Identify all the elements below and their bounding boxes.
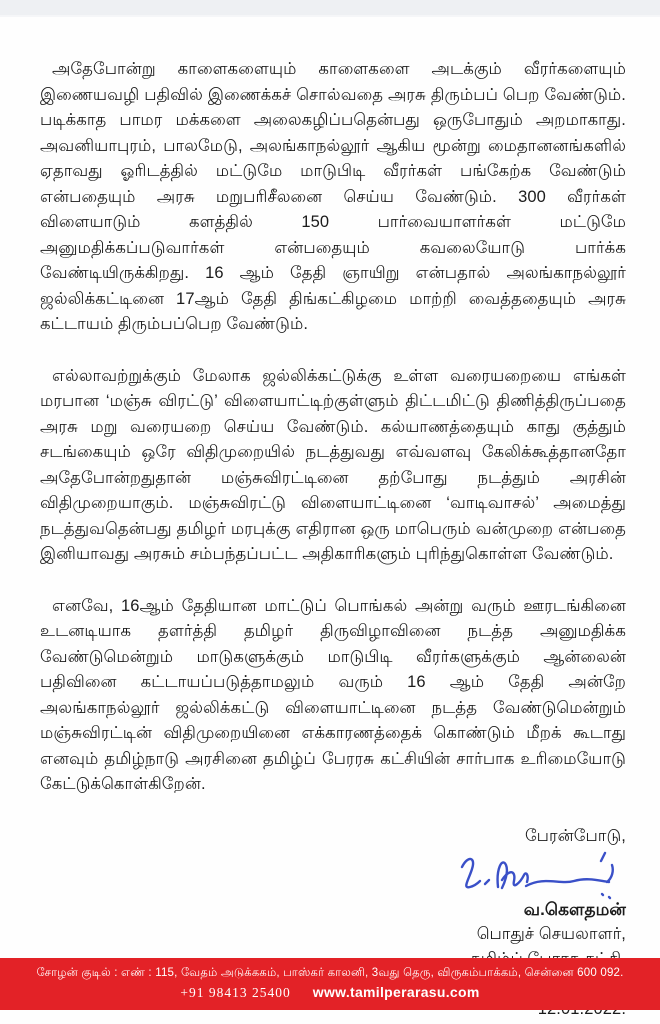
- signer-name: வ.கௌதமன்: [523, 900, 626, 919]
- signoff-text: பேரன்போடு,: [524, 826, 626, 845]
- footer-contact-line: [180, 984, 479, 1001]
- letter-paragraph: எனவே, 16ஆம் தேதியான மாட்டுப் பொங்கல் அன்று வரும் ஊரடங்கினை உடனடியாக தளர்த்தி தமிழர் திருவிழாவினை நடத்த அனுமதிக்க வேண்டுமென்றும் மாடுகளுக்கும் மாடுபிடி வீரர்களுக்கும் ஆன்லைன் பதிவினை கட்டாயப்படுத்தாமலும் வரும் 16 ஆம் தேதி அன்றே அலங்காநல்லூர் ஜல்லிக்கட்டு விளையாட்டினை நடத்த வேண்டுமென்றும் மஞ்சுவிரட்டின் விதிமுறையினை எக்காரணத்தைக் கொண்டும் மீறக் கூடாது எனவும் தமிழ்நாடு அரசினை தமிழ்ப் பேரரசு கட்சியின் சார்பாக உரிமையோடு கேட்டுக்கொள்கிறேன்.: [40, 596, 626, 793]
- footer-band: [0, 958, 660, 1010]
- footer-website: www.tamilperarasu.com: [312, 984, 480, 1000]
- letter-paragraph: எல்லாவற்றுக்கும் மேலாக ஜல்லிக்கட்டுக்கு உள்ள வரையறையை எங்கள் மரபான ‘மஞ்சு விரட்டு’ விளையாட்டிற்குள்ளும் திட்டமிட்டு திணித்திருப்பதை அரசு மறு வரையறை செய்ய வேண்டும். கல்யாணத்தையும் காது குத்தும் சடங்கையும் ஒரே விதிமுறையில் நடத்துவது எவ்வளவு கேலிக்கூத்தானதோ அதேபோன்றதுதான் மஞ்சுவிரட்டினை தற்போது நடத்தும் அரசின் விதிமுறையாகும். மஞ்சுவிரட்டு விளையாட்டினை ‘வாடிவாசல்’ அமைத்து நடத்துவதென்பது தமிழர் மரபுக்கு எதிரான ஒரு மாபெரும் வன்முறை என்பதை இனியாவது அரசும் சம்பந்தப்பட்ட அதிகாரிகளும் புரிந்துகொள்ள வேண்டும்.: [40, 366, 626, 563]
- signer-title: பொதுச் செயலாளர்,: [476, 925, 626, 943]
- letter-paragraph: அதேபோன்று காளைகளையும் காளைகளை அடக்கும் வீரர்களையும் இணையவழி பதிவில் இணைக்கச் சொல்வதை அரசு திரும்பப் பெற வேண்டும். படிக்காத பாமர மக்களை அலைகழிப்பதென்பது ஒருபோதும் அறமாகாது. அவனியாபுரம், பாலமேடு, அலங்காநல்லூர் ஆகிய மூன்று மைதானனங்களில் ஏதாவது ஓரிடத்தில் மட்டுமே மாடுபிடி வீரர்கள் பங்கேற்க வேண்டும் என்பதையும் அரசு மறுபரிசீலனை செய்ய வேண்டும். 300 வீரர்கள் விளையாடும் களத்தில் 150 பார்வையாளர்கள் மட்டுமே அனுமதிக்கப்படுவார்கள் என்பதையும் கவலையோடு பார்க்க வேண்டியிருக்கிறது. 16 ஆம் தேதி ஞாயிறு என்பதால் அலங்காநல்லூர் ஜல்லிக்கட்டினை 17ஆம் தேதி திங்கட்கிழமை மாற்றி வைத்ததையும் அரசு கட்டாயம் திரும்பப்பெற வேண்டும்.: [40, 60, 626, 333]
- footer-address: சோழன் குடில் : எண் : 115, வேதம் அடுக்ககம், பாஸ்கர் காலனி, 3வது தெரு, விருகம்பாக்கம், சென்னை 600 092.: [36, 967, 624, 979]
- letter-page: [40, 57, 626, 1022]
- top-bar: [0, 0, 660, 17]
- footer-phone: +91 98413 25400: [180, 985, 291, 1000]
